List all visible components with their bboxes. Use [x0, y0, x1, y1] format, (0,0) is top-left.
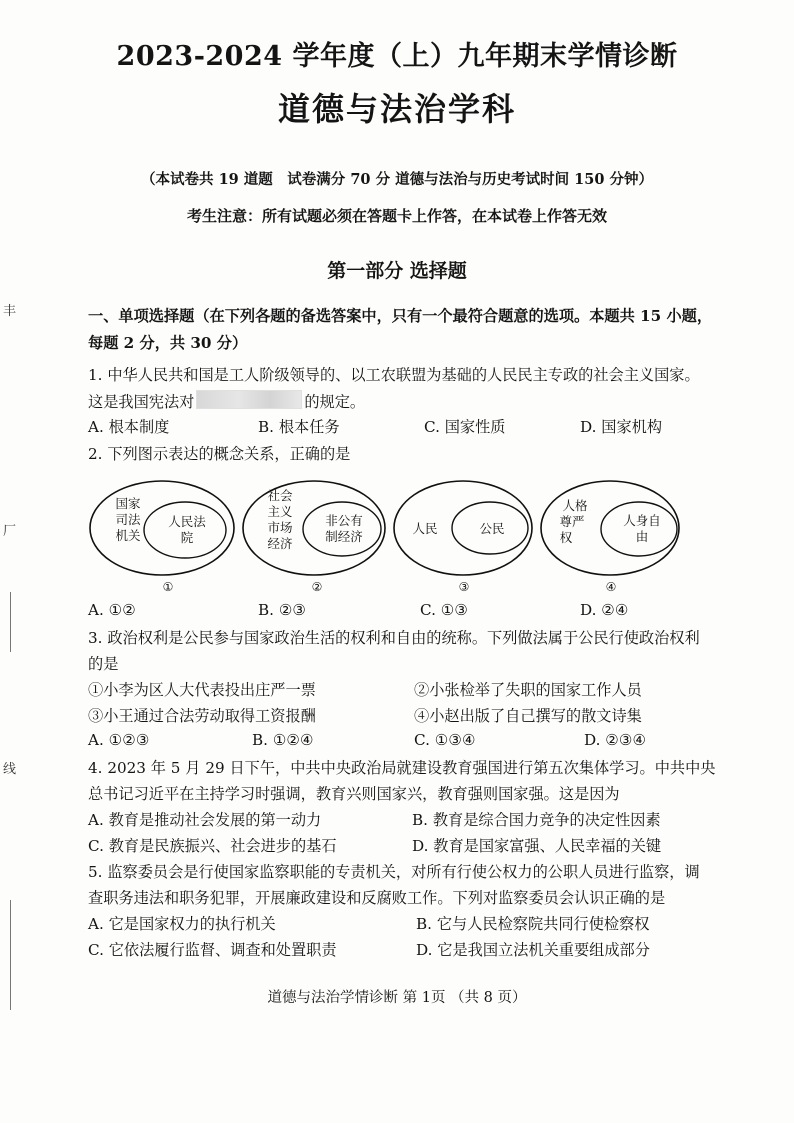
q5-option-d: D. 它是我国立法机关重要组成部分: [416, 941, 650, 959]
diagram-3-outer-label: 人民: [412, 521, 438, 536]
q4-option-d: D. 教育是国家富强、人民幸福的关键: [412, 837, 662, 855]
diagram-4-number: ④: [605, 580, 617, 594]
q1-stem-line1: 1. 中华人民共和国是工人阶级领导的、以工农联盟为基础的人民民主专政的社会主义国家。: [88, 366, 700, 384]
q2-stem: 2. 下列图示表达的概念关系，正确的是: [88, 445, 351, 463]
diagram-1-inner-line2: 院: [180, 530, 194, 545]
diagram-2-inner-line2: 制经济: [325, 529, 363, 544]
scan-edge-line: [10, 592, 11, 652]
q1-option-c: C. 国家性质: [424, 418, 506, 436]
diagram-4-outer-line1: 人格: [562, 498, 588, 513]
diagram-2-outer-line1: 社会: [267, 488, 293, 503]
diagram-3: [394, 481, 532, 594]
q1-stem-line2: [88, 390, 365, 412]
q1-option-a: A. 根本制度: [88, 418, 170, 436]
diagram-1: [90, 481, 234, 594]
diagram-2-outer-line3: 市场: [267, 520, 293, 535]
margin-mark-2: 厂: [3, 524, 17, 539]
diagram-1-outer-line1: 国家: [115, 496, 141, 511]
exam-notice: 考生注意：所有试题必须在答题卡上作答，在本试卷上作答无效: [186, 207, 607, 225]
q2-option-b: B. ②③: [258, 601, 307, 619]
q2-option-d: D. ②④: [580, 601, 629, 619]
q3-item-3: ③小王通过合法劳动取得工资报酬: [88, 707, 316, 725]
margin-mark-3: 线: [3, 762, 17, 777]
margin-mark-1: 丰: [3, 304, 17, 319]
diagram-2-number: ②: [311, 580, 323, 594]
diagram-4: [541, 481, 679, 594]
diagram-2-outer-line2: 主义: [267, 504, 293, 519]
diagram-4-outer-line3: 权: [559, 530, 573, 545]
q1-option-b: B. 根本任务: [258, 418, 340, 436]
diagram-4-outer-line2: 尊严: [559, 514, 585, 529]
q1-stem-post: 的规定。: [304, 393, 366, 411]
diagram-1-inner-line1: 人民法: [168, 514, 206, 529]
diagram-2: [243, 481, 385, 594]
diagram-3-number: ③: [458, 580, 470, 594]
q3-option-d: D. ②③④: [584, 731, 647, 749]
q3-option-b: B. ①②④: [252, 731, 314, 749]
exam-title: 2023-2024 学年度（上）九年期末学情诊断: [116, 41, 678, 72]
q1-option-d: D. 国家机构: [580, 418, 663, 436]
q3-stem-line1: 3. 政治权利是公民参与国家政治生活的权利和自由的统称。下列做法属于公民行使政治权利: [88, 629, 700, 647]
q3-option-c: C. ①③④: [414, 731, 476, 749]
q3-item-2: ②小张检举了失职的国家工作人员: [414, 681, 642, 699]
q3-stem-line2: 的是: [88, 655, 119, 673]
q5-option-c: C. 它依法履行监督、调查和处置职责: [88, 941, 337, 959]
q4-stem-line1: 4. 2023 年 5 月 29 日下午，中共中央政治局就建设教育强国进行第五次集体学习。中共中央: [88, 759, 716, 777]
q5-option-b: B. 它与人民检察院共同行使检察权: [416, 915, 650, 933]
diagram-2-inner-line1: 非公有: [325, 513, 363, 528]
diagram-4-inner-line2: 由: [635, 529, 649, 544]
diagram-1-outer-line3: 机关: [115, 528, 141, 543]
part-title: 第一部分 选择题: [327, 260, 467, 282]
q2-option-a: A. ①②: [88, 601, 136, 619]
diagram-3-inner-label: 公民: [479, 521, 505, 536]
section-heading-line2: 每题 2 分，共 30 分）: [88, 334, 248, 352]
q4-option-b: B. 教育是综合国力竞争的决定性因素: [412, 811, 661, 829]
q2-option-c: C. ①③: [420, 601, 468, 619]
q1-answer-blank: [196, 390, 302, 409]
q1-stem-pre: 这是我国宪法对: [88, 393, 195, 411]
q3-option-a: A. ①②③: [88, 731, 150, 749]
q4-option-c: C. 教育是民族振兴、社会进步的基石: [88, 837, 337, 855]
diagram-2-outer-line4: 经济: [267, 536, 293, 551]
diagram-1-outer-line2: 司法: [115, 512, 141, 527]
q4-option-a: A. 教育是推动社会发展的第一动力: [88, 811, 322, 829]
q2-concept-diagrams: [88, 478, 708, 598]
q5-stem-line2: 查职务违法和职务犯罪，开展廉政建设和反腐败工作。下列对监察委员会认识正确的是: [88, 889, 666, 907]
subject-title: 道德与法治学科: [277, 90, 516, 128]
section-heading-line1: 一、单项选择题（在下列各题的备选答案中，只有一个最符合题意的选项。本题共 15 小题，: [88, 307, 713, 325]
q3-item-4: ④小赵出版了自己撰写的散文诗集: [414, 707, 642, 725]
q3-item-1: ①小李为区人大代表投出庄严一票: [88, 681, 316, 699]
q5-stem-line1: 5. 监察委员会是行使国家监察职能的专责机关，对所有行使公权力的公职人员进行监察，调: [88, 863, 700, 881]
page-footer: 道德与法治学情诊断 第 1页 （共 8 页）: [267, 990, 527, 1006]
q4-stem-line2: 总书记习近平在主持学习时强调，教育兴则国家兴，教育强则国家强。这是因为: [88, 785, 620, 803]
exam-info: （本试卷共 19 道题 试卷满分 70 分 道德与法治与历史考试时间 150 分钟）: [141, 171, 653, 188]
q5-option-a: A. 它是国家权力的执行机关: [88, 915, 276, 933]
diagram-1-number: ①: [162, 580, 174, 594]
diagram-4-inner-line1: 人身自: [623, 513, 661, 528]
